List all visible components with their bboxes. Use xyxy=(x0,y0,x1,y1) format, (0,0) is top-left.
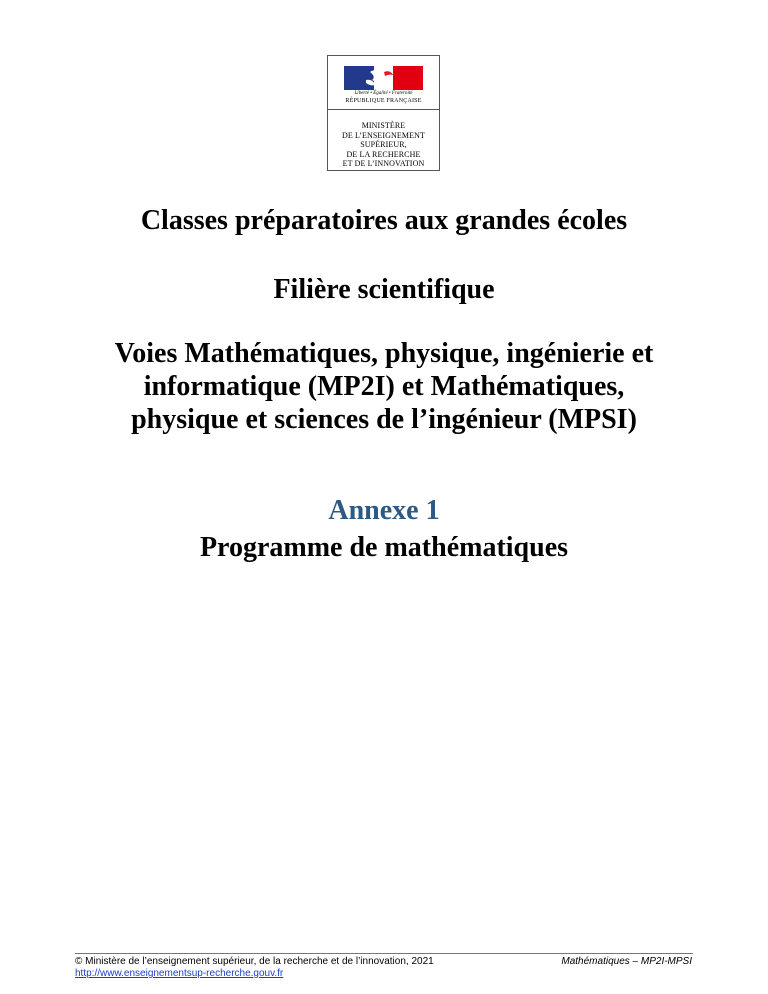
logo-ministry-line: ET DE L’INNOVATION xyxy=(342,159,425,168)
logo-motto: Liberté • Égalité • Fraternité xyxy=(354,91,413,96)
footer-left xyxy=(75,956,434,980)
annexe-title: Annexe 1 xyxy=(328,495,440,526)
footer-divider xyxy=(75,953,693,954)
document-title: Classes préparatoires aux grandes écoles xyxy=(140,205,628,236)
voies-title xyxy=(0,337,768,436)
footer-copyright: © Ministère de l’enseignement supérieur, de la recherche et de l’innovation, 2021 xyxy=(75,956,434,967)
voies-title-line: physique et sciences de l’ingénieur (MPSI) xyxy=(131,404,637,435)
ministry-logo xyxy=(327,55,440,171)
logo-ministry-line: DE L’ENSEIGNEMENT xyxy=(342,130,425,140)
programme-title: Programme de mathématiques xyxy=(199,532,569,563)
marianne-block xyxy=(328,56,439,110)
marianne-flag-icon xyxy=(344,66,423,90)
voies-title-line: informatique (MP2I) et Mathématiques, xyxy=(143,371,625,402)
footer-website-link[interactable]: http://www.enseignementsup-recherche.gouv.fr xyxy=(75,968,284,979)
voies-title-line: Voies Mathématiques, physique, ingénierie et xyxy=(114,338,654,369)
logo-republique: RÉPUBLIQUE FRANÇAISE xyxy=(345,98,422,104)
logo-ministry-line: SUPÉRIEUR, xyxy=(360,140,407,149)
logo-ministry-name xyxy=(328,121,439,169)
logo-ministry-line: DE LA RECHERCHE xyxy=(346,149,421,159)
filiere-title: Filière scientifique xyxy=(273,274,495,305)
footer-subject: Mathématiques – MP2I-MPSI xyxy=(561,956,692,967)
logo-ministry-line: MINISTÈRE xyxy=(361,121,406,130)
